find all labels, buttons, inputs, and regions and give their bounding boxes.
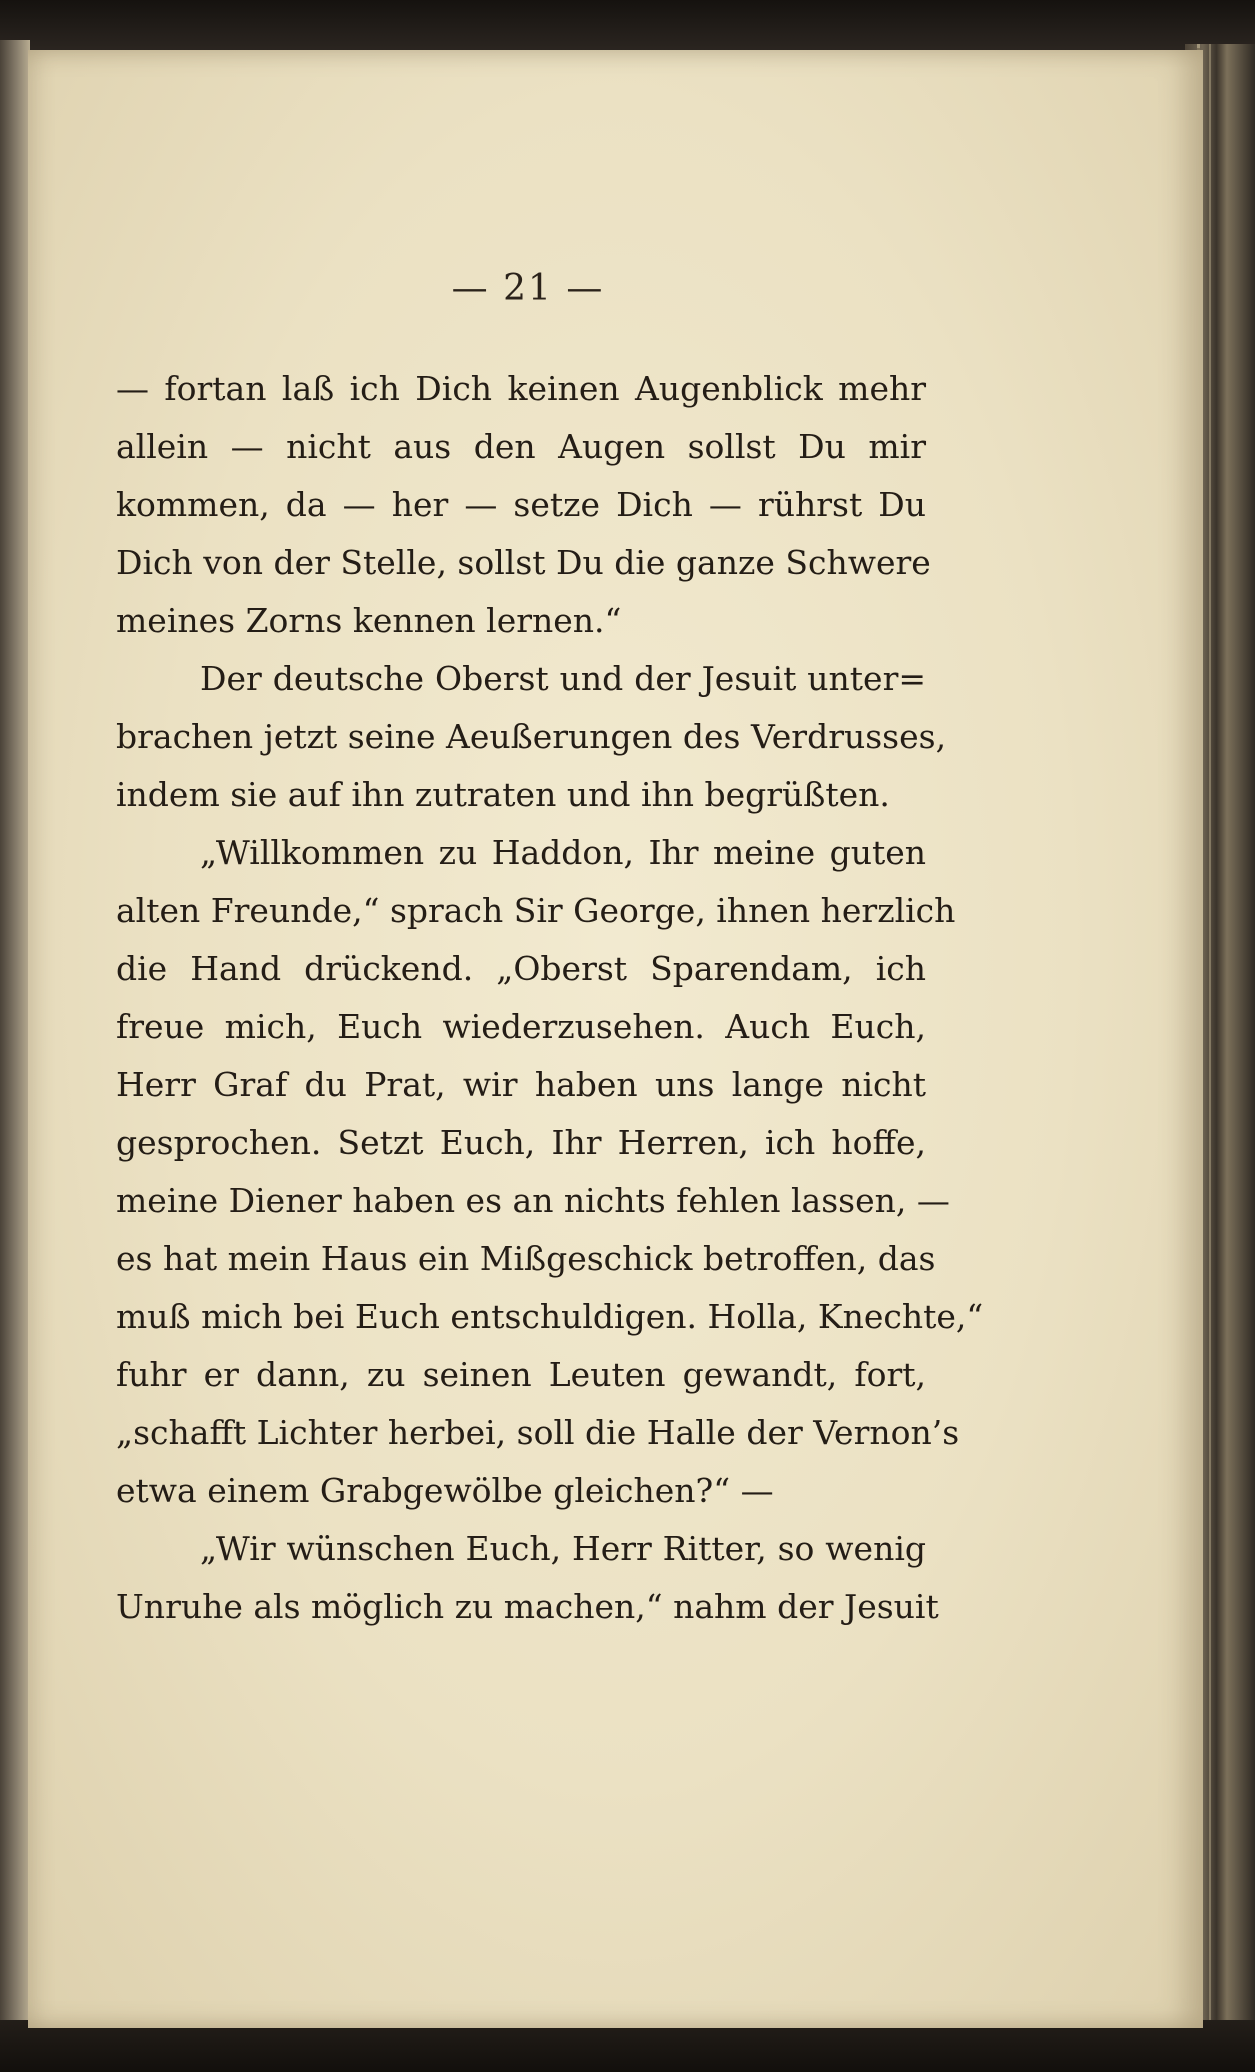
text-line: Herr Graf du Prat, wir haben uns lange nicht <box>116 1065 926 1104</box>
text-line: Der deutsche Oberst und der Jesuit unter= <box>200 659 926 698</box>
text-line: Dich von der Stelle, sollst Du die ganze Schwere <box>116 543 931 582</box>
text-line: gesprochen. Setzt Euch, Ihr Herren, ich hoffe, <box>116 1123 926 1162</box>
text-line: indem sie auf ihn zutraten und ihn begrüßten. <box>116 775 890 814</box>
text-line: es hat mein Haus ein Mißgeschick betroffen, das <box>116 1239 936 1278</box>
text-line: „Wir wünschen Euch, Herr Ritter, so wenig <box>200 1529 926 1568</box>
text-line: meines Zorns kennen lernen.“ <box>116 601 622 640</box>
text-line: die Hand drückend. „Oberst Sparendam, ich <box>116 949 926 988</box>
text-line: allein — nicht aus den Augen sollst Du mir <box>116 427 926 466</box>
text-line: „schafft Lichter herbei, soll die Halle der Vernon’s <box>116 1413 960 1452</box>
top-shadow-edge <box>0 0 1255 56</box>
text-line: meine Diener haben es an nichts fehlen lassen, — <box>116 1181 950 1220</box>
text-line: kommen, da — her — setze Dich — rührst Du <box>116 485 926 524</box>
body-text <box>116 360 984 1636</box>
text-line: „Willkommen zu Haddon, Ihr meine guten <box>200 833 926 872</box>
text-line: — fortan laß ich Dich keinen Augenblick mehr <box>116 369 926 408</box>
text-line: alten Freunde,“ sprach Sir George, ihnen herzlich <box>116 891 956 930</box>
binding-gutter <box>0 40 30 2072</box>
book-page <box>28 50 1203 2028</box>
page-number: — 21 — <box>451 268 605 309</box>
text-line: brachen jetzt seine Aeußerungen des Verdrusses, <box>116 717 947 756</box>
text-line: muß mich bei Euch entschuldigen. Holla, Knechte,“ <box>116 1297 984 1336</box>
text-line: freue mich, Euch wiederzusehen. Auch Euch, <box>116 1007 926 1046</box>
text-line: Unruhe als möglich zu machen,“ nahm der Jesuit <box>116 1587 939 1626</box>
text-line: fuhr er dann, zu seinen Leuten gewandt, fort, <box>116 1355 926 1394</box>
text-line: etwa einem Grabgewölbe gleichen?“ — <box>116 1471 774 1510</box>
